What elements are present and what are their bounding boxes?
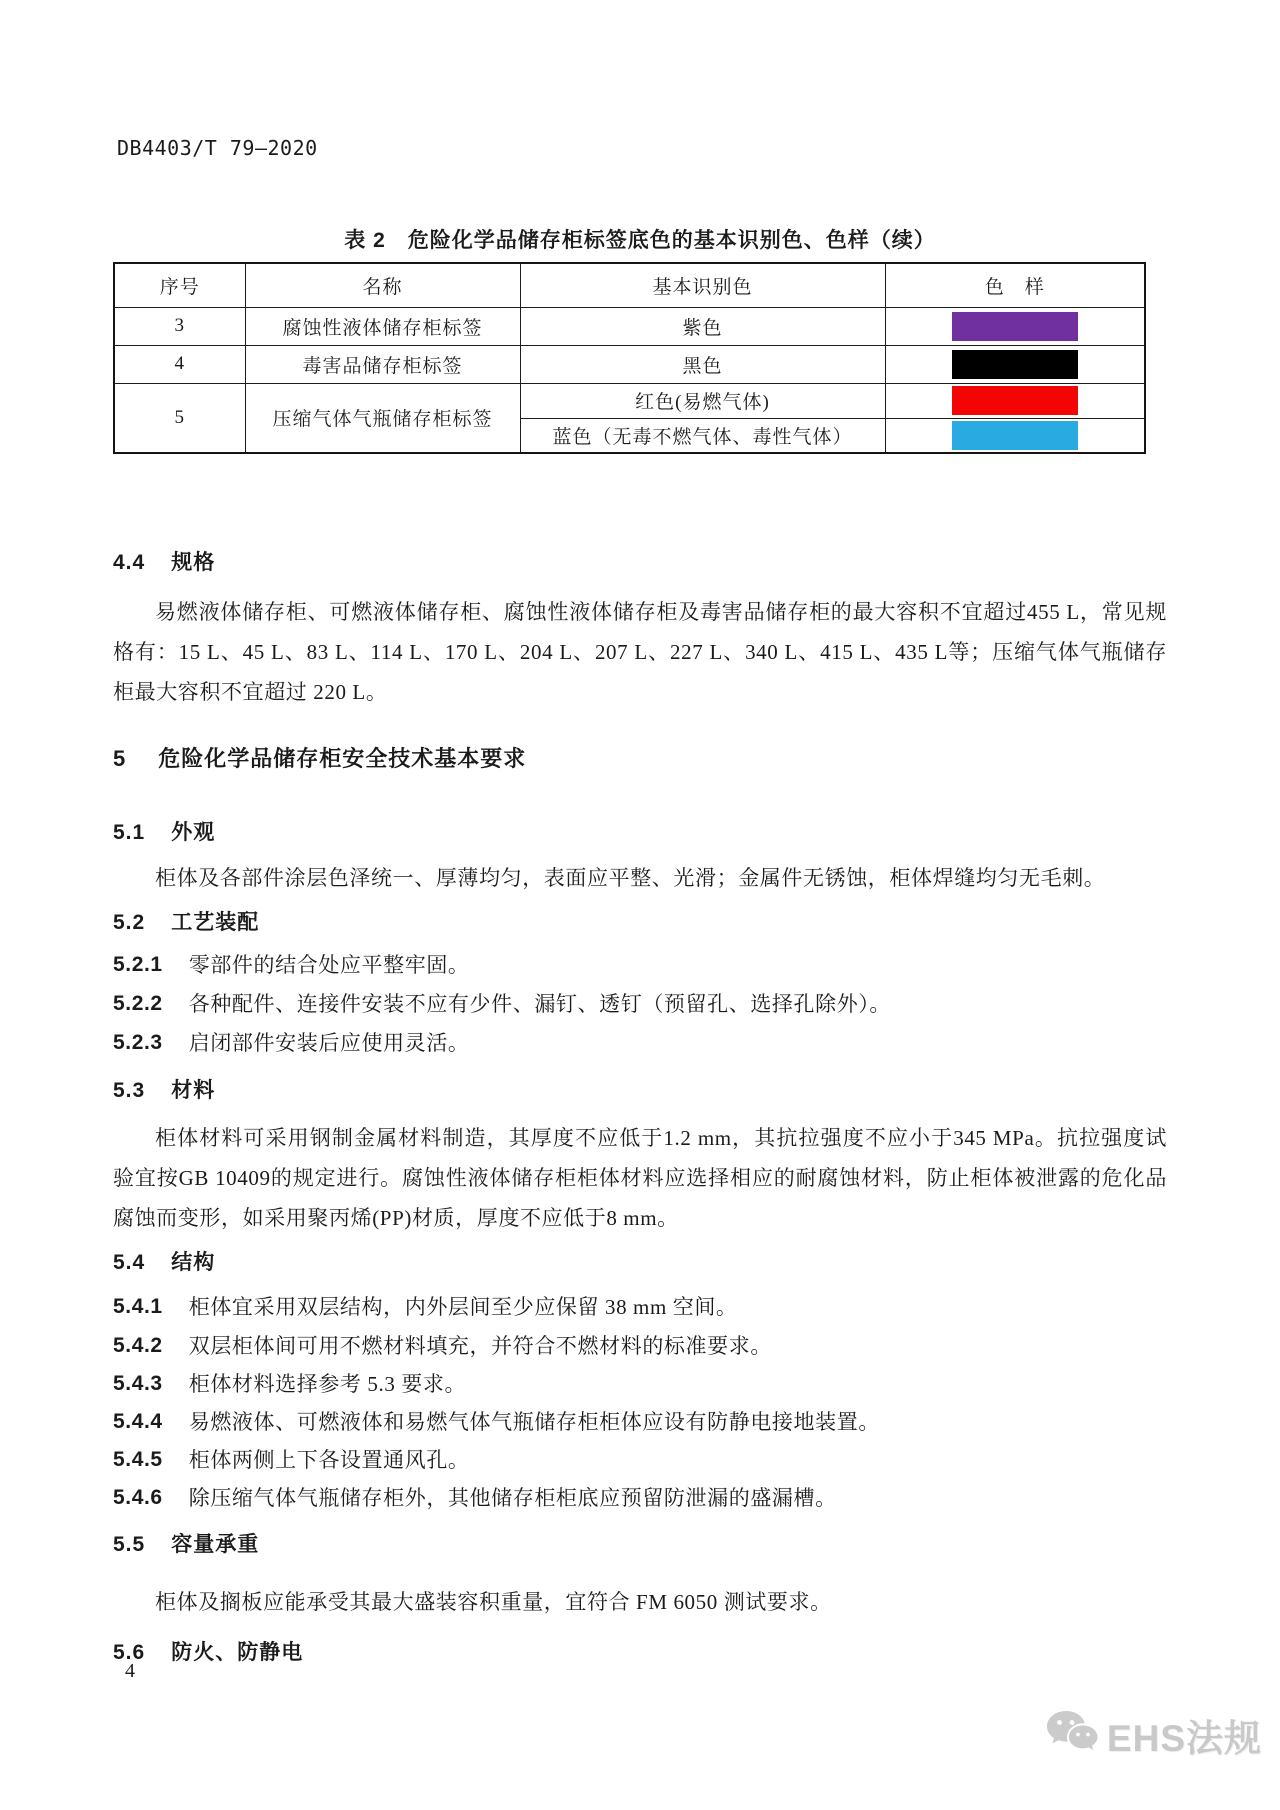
color-swatch-red — [952, 386, 1078, 415]
watermark — [1045, 1708, 1262, 1762]
section-heading-5-3 — [113, 1074, 215, 1104]
clause-5-2-3 — [113, 1028, 1167, 1058]
clause-text: 启闭部件安装后应使用灵活。 — [188, 1031, 470, 1055]
wechat-logo-icon — [1045, 1709, 1101, 1762]
sample-cell — [885, 418, 1145, 453]
clause-number: 5.4.3 — [113, 1372, 163, 1395]
clause-number: 5.4.1 — [113, 1295, 163, 1318]
clause-5-4-1 — [113, 1292, 1167, 1322]
name-cell: 压缩气体气瓶储存柜标签 — [245, 383, 520, 453]
section-title: 结构 — [171, 1251, 216, 1274]
section-title: 危险化学品储存柜安全技术基本要求 — [158, 746, 527, 771]
clause-5-4-4 — [113, 1407, 1167, 1437]
color-swatch-black — [952, 350, 1078, 379]
section-title: 防火、防静电 — [171, 1641, 304, 1664]
section-heading-5-4 — [113, 1246, 215, 1276]
section-title: 容量承重 — [171, 1533, 260, 1556]
section-heading-5-6 — [113, 1636, 303, 1666]
clause-text: 柜体宜采用双层结构，内外层间至少应保留 38 mm 空间。 — [188, 1295, 738, 1319]
col-header-seq: 序号 — [114, 263, 245, 307]
color-sample-table — [113, 262, 1146, 454]
clause-text: 柜体材料选择参考 5.3 要求。 — [188, 1372, 467, 1396]
section-number: 5 — [113, 746, 127, 771]
table-row — [114, 307, 1145, 345]
clause-text: 柜体两侧上下各设置通风孔。 — [188, 1448, 470, 1472]
clause-5-2-2 — [113, 989, 1167, 1019]
color-cell: 红色(易燃气体) — [520, 383, 885, 418]
sample-cell — [885, 383, 1145, 418]
clause-5-4-2 — [113, 1331, 1167, 1361]
watermark-text: EHS法规 — [1106, 1718, 1262, 1759]
clause-text: 双层柜体间可用不燃材料填充，并符合不燃材料的标准要求。 — [188, 1334, 772, 1358]
clause-number: 5.2.3 — [113, 1031, 163, 1054]
section-title: 外观 — [171, 821, 216, 844]
section-number: 5.5 — [113, 1533, 146, 1556]
seq-cell: 4 — [114, 345, 245, 383]
section-heading-5-2 — [113, 906, 259, 936]
doc-number: DB4403/T 79—2020 — [117, 136, 318, 160]
table-row — [114, 345, 1145, 383]
clause-text: 除压缩气体气瓶储存柜外，其他储存柜柜底应预留防泄漏的盛漏槽。 — [188, 1486, 837, 1510]
paragraph-5-1: 柜体及各部件涂层色泽统一、厚薄均匀，表面应平整、光滑；金属件无锈蚀，柜体焊缝均匀无毛刺。 — [155, 866, 1106, 890]
col-header-name: 名称 — [245, 263, 520, 307]
clause-5-4-5 — [113, 1445, 1167, 1475]
section-number: 5.2 — [113, 911, 146, 934]
section-number: 4.4 — [113, 551, 146, 574]
sample-cell — [885, 307, 1145, 345]
clause-5-2-1 — [113, 950, 1167, 980]
section-title: 规格 — [171, 551, 216, 574]
col-header-sample: 色 样 — [885, 263, 1145, 307]
col-header-color: 基本识别色 — [520, 263, 885, 307]
section-heading-5-5 — [113, 1528, 259, 1558]
sample-cell — [885, 345, 1145, 383]
section-heading-5-1 — [113, 816, 215, 846]
color-cell: 紫色 — [520, 307, 885, 345]
clause-text: 易燃液体、可燃液体和易燃气体气瓶储存柜柜体应设有防静电接地装置。 — [188, 1410, 880, 1434]
clause-number: 5.4.5 — [113, 1448, 163, 1471]
clause-number: 5.4.2 — [113, 1334, 163, 1357]
section-number: 5.1 — [113, 821, 146, 844]
section-number: 5.4 — [113, 1251, 146, 1274]
section-title: 材料 — [171, 1079, 216, 1102]
clause-text: 各种配件、连接件安装不应有少件、漏钉、透钉（预留孔、选择孔除外）。 — [188, 992, 892, 1016]
paragraph-5-5: 柜体及搁板应能承受其最大盛装容积重量，宜符合 FM 6050 测试要求。 — [155, 1590, 832, 1614]
seq-cell: 5 — [114, 383, 245, 453]
section-number: 5.3 — [113, 1079, 146, 1102]
seq-cell: 3 — [114, 307, 245, 345]
page-number: 4 — [125, 1660, 135, 1682]
section-title: 工艺装配 — [171, 911, 260, 934]
table-title: 表 2 危险化学品储存柜标签底色的基本识别色、色样（续） — [344, 229, 936, 252]
clause-number: 5.2.1 — [113, 953, 163, 976]
clause-5-4-6 — [113, 1483, 1167, 1513]
clause-number: 5.4.4 — [113, 1410, 163, 1433]
name-cell: 毒害品储存柜标签 — [245, 345, 520, 383]
clause-number: 5.4.6 — [113, 1486, 163, 1509]
section-number: 5.6 — [113, 1641, 146, 1664]
clause-5-4-3 — [113, 1369, 1167, 1399]
table-row — [114, 383, 1145, 418]
color-swatch-blue — [952, 421, 1078, 450]
name-cell: 腐蚀性液体储存柜标签 — [245, 307, 520, 345]
section-heading-4-4 — [113, 546, 215, 576]
color-cell: 蓝色（无毒不燃气体、毒性气体） — [520, 418, 885, 453]
color-swatch-purple — [952, 312, 1078, 341]
clause-text: 零部件的结合处应平整牢固。 — [188, 953, 470, 977]
table-header-row — [114, 263, 1145, 307]
clause-number: 5.2.2 — [113, 992, 163, 1015]
paragraph-4-4: 易燃液体储存柜、可燃液体储存柜、腐蚀性液体储存柜及毒害品储存柜的最大容积不宜超过455 L，常见规格有：15 L、45 L、83 L、114 L、170 L、204 L、207 L、227 L、340 L、415 L、435 L等；压缩气体气瓶储存柜最大容积不宜超过 220 L。 — [113, 600, 1167, 704]
color-cell: 黑色 — [520, 345, 885, 383]
section-heading-5 — [113, 742, 526, 773]
paragraph-5-3: 柜体材料可采用钢制金属材料制造，其厚度不应低于1.2 mm，其抗拉强度不应小于345 MPa。抗拉强度试验宜按GB 10409的规定进行。腐蚀性液体储存柜柜体材料应选择相应的耐腐蚀材料，防止柜体被泄露的危化品腐蚀而变形，如采用聚丙烯(PP)材质，厚度不应低于8 mm。 — [113, 1126, 1167, 1230]
